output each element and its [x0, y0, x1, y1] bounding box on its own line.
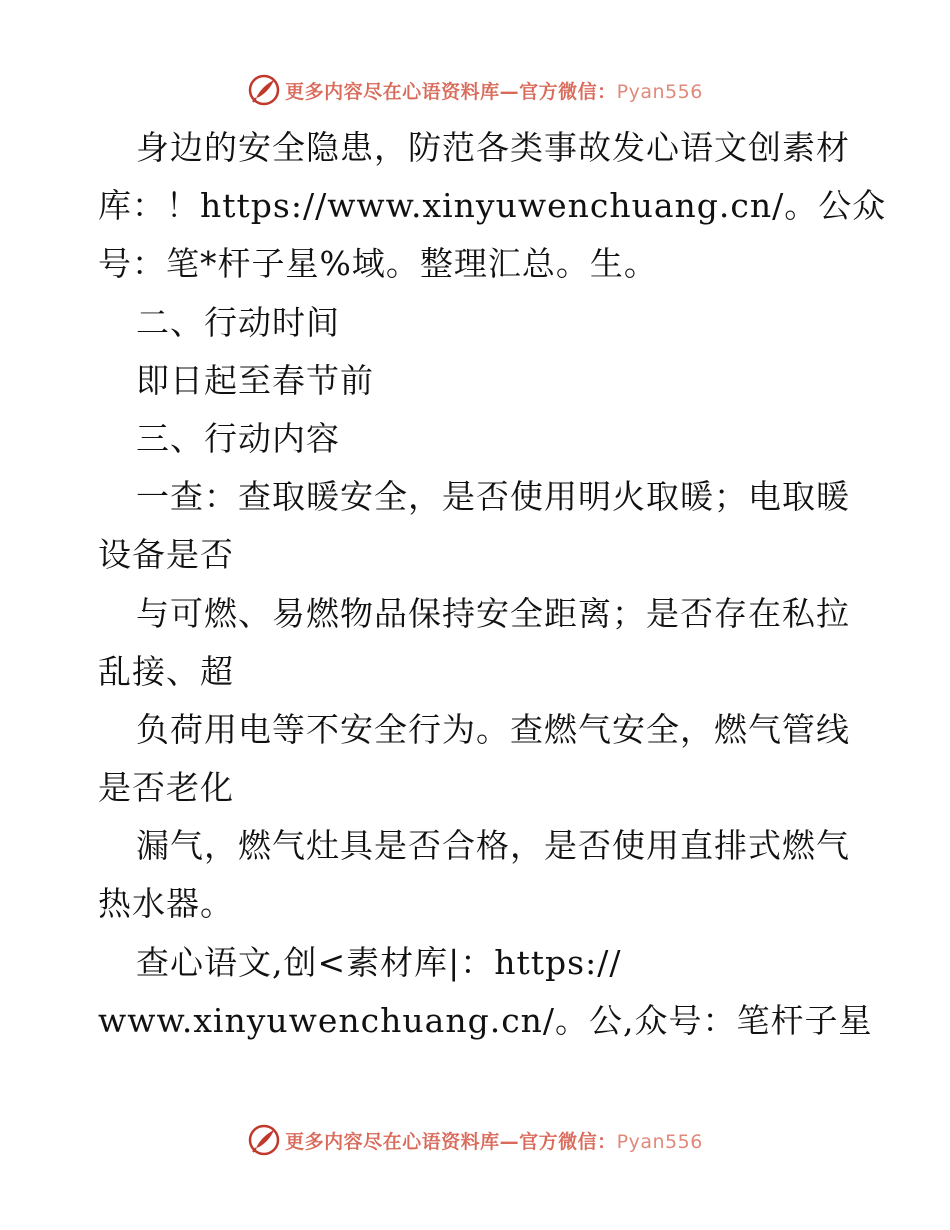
- body-line: 一查：查取暖安全，是否使用明火取暖；电取暖: [136, 477, 850, 517]
- body-line: 与可燃、易燃物品保持安全距离；是否存在私拉: [136, 593, 850, 633]
- header-wechat-id: Pyan556: [616, 80, 703, 103]
- body-line: www.xinyuwenchuang.cn/。公,众号：笔杆子星: [98, 1000, 873, 1040]
- body-line: 号：笔*杆子星%域。整理汇总。生。: [98, 244, 658, 284]
- body-line: 设备是否: [98, 535, 234, 575]
- body-line: 库：！https://www.xinyuwenchuang.cn/。公众: [98, 186, 887, 226]
- header-banner: [0, 70, 950, 110]
- body-line: 热水器。: [98, 884, 234, 924]
- body-line: 身边的安全隐患，防范各类事故发心语文创素材: [136, 128, 850, 167]
- footer-banner-text: 更多内容尽在心语资料库—官方微信：Pyan556: [285, 1130, 703, 1153]
- footer-wechat-id: Pyan556: [616, 1130, 703, 1153]
- body-line: 乱接、超: [98, 651, 234, 691]
- feather-pen-logo-icon: [247, 1123, 281, 1157]
- body-line: 漏气，燃气灶具是否合格，是否使用直排式燃气: [136, 826, 850, 866]
- body-line: 是否老化: [98, 768, 234, 808]
- section-heading-time: 二、行动时间: [136, 302, 340, 342]
- footer-banner: [0, 1120, 950, 1160]
- body-line: 查心语文,创<素材库|：https://: [136, 942, 622, 982]
- header-banner-text: 更多内容尽在心语资料库—官方微信：Pyan556: [285, 80, 703, 103]
- body-line: 即日起至春节前: [136, 360, 374, 400]
- body-line: 负荷用电等不安全行为。查燃气安全，燃气管线: [136, 709, 850, 749]
- feather-pen-logo-icon: [247, 73, 281, 107]
- section-heading-content: 三、行动内容: [136, 418, 340, 458]
- document-body: [98, 119, 887, 1050]
